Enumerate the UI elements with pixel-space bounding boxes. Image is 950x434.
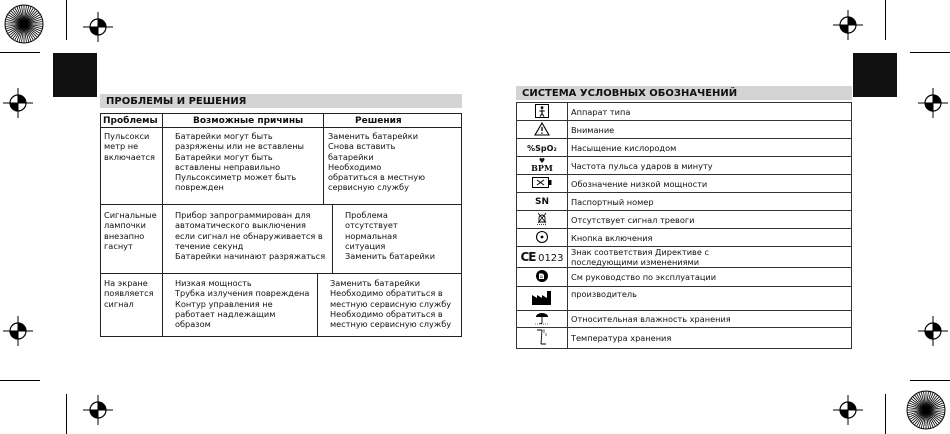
bpm-icon-label: BPM xyxy=(531,163,553,173)
applied-part-icon xyxy=(517,103,568,121)
symbol-description: Паспортный номер xyxy=(568,193,852,211)
symbol-description: См руководство по эксплуатации xyxy=(568,268,852,287)
symbol-row xyxy=(517,157,852,175)
warning-triangle-icon xyxy=(517,121,568,139)
crop-line xyxy=(66,0,67,40)
solution-cell: Проблема отсутствует нормальная ситуация Заменить батарейки xyxy=(345,210,436,262)
registration-mark-icon xyxy=(918,316,948,346)
symbol-description: Насыщение кислородом xyxy=(568,139,852,157)
crop-line xyxy=(66,394,67,434)
symbol-row xyxy=(517,139,852,157)
alarm-off-icon xyxy=(517,211,568,229)
registration-mark-icon xyxy=(3,316,33,346)
crop-line xyxy=(0,52,40,53)
symbol-description: Аппарат типа xyxy=(568,103,852,121)
registration-mark-icon xyxy=(3,88,33,118)
symbol-description: Отсутствует сигнал тревоги xyxy=(568,211,852,229)
cause-cell: Батарейки могут быть разряжены или не вставлены Батарейки могут быть вставлены неправильно Пульсоксиметр может быть поврежден xyxy=(175,131,305,193)
symbol-description: Кнопка включения xyxy=(568,229,852,247)
symbol-row xyxy=(517,311,852,328)
sunburst-target-icon xyxy=(906,390,946,430)
registration-mark-icon xyxy=(833,10,863,40)
sn-icon xyxy=(517,193,568,211)
temperature-icon xyxy=(517,328,568,349)
bpm-icon xyxy=(517,157,568,175)
page-tab xyxy=(853,53,897,97)
symbol-row xyxy=(517,103,852,121)
symbol-row xyxy=(517,211,852,229)
symbol-row xyxy=(517,268,852,287)
heart-icon: ♥ xyxy=(538,157,546,165)
column-header-causes: Возможные причины xyxy=(193,116,304,126)
symbol-row xyxy=(517,175,852,193)
cause-cell: Низкая мощность Трубка излучения повреждена Контур управления не работает надлежащим образом xyxy=(175,278,310,330)
symbol-row xyxy=(517,247,852,268)
solution-cell: Заменить батарейки Необходимо обратиться в местную сервисную службу Необходимо обратиться в местную сервисную службу xyxy=(330,278,452,330)
column-header-problems: Проблемы xyxy=(103,116,158,126)
solution-cell: Заменить батарейки Снова вставить батарейки Необходимо обратиться в местную сервисную службу xyxy=(328,131,425,193)
column-header-solutions: Решения xyxy=(355,116,402,126)
power-button-icon xyxy=(517,229,568,247)
page-tab xyxy=(53,53,97,97)
sn-icon-label: SN xyxy=(534,197,549,207)
symbol-description: Знак соответствия Директиве с последующими изменениями xyxy=(568,247,852,268)
crop-line xyxy=(910,380,950,381)
symbol-row xyxy=(517,121,852,139)
notified-body-number: 0123 xyxy=(538,253,564,264)
symbol-row xyxy=(517,328,852,349)
problem-cell: Сигнальные лампочки внезапно гаснут xyxy=(104,210,157,251)
cause-cell: Прибор запрограммирован для автоматического выключения если сигнал не обнаруживается в течение секунд Батарейки начинают разряжаться xyxy=(175,210,326,262)
spo2-icon-label: %SpO₂ xyxy=(527,143,557,153)
crop-line xyxy=(0,380,40,381)
symbols-section-title: СИСТЕМА УСЛОВНЫХ ОБОЗНАЧЕНИЙ xyxy=(516,86,852,100)
crop-line xyxy=(910,52,950,53)
symbol-description: Частота пульса ударов в минуту xyxy=(568,157,852,175)
low-battery-icon xyxy=(517,175,568,193)
symbol-description: Обозначение низкой мощности xyxy=(568,175,852,193)
registration-mark-icon xyxy=(83,12,113,42)
manual-icon xyxy=(517,268,568,287)
symbol-row xyxy=(517,287,852,311)
ce-logo: CE xyxy=(520,250,536,264)
manufacturer-icon xyxy=(517,287,568,311)
symbol-description: производитель xyxy=(568,287,852,311)
problems-section-title: ПРОБЛЕМЫ И РЕШЕНИЯ xyxy=(100,94,462,108)
symbol-description: Температура хранения xyxy=(568,328,852,349)
symbols-table xyxy=(516,102,852,349)
symbol-description: Внимание xyxy=(568,121,852,139)
registration-mark-icon xyxy=(833,395,863,425)
problem-cell: Пульсокси метр не включается xyxy=(104,131,155,162)
ce-mark-icon xyxy=(517,247,568,268)
spo2-icon xyxy=(517,139,568,157)
sunburst-target-icon xyxy=(4,4,44,44)
crop-line xyxy=(885,394,886,434)
registration-mark-icon xyxy=(83,395,113,425)
problem-cell: На экране появляется сигнал xyxy=(104,278,154,309)
humidity-icon xyxy=(517,311,568,328)
registration-mark-icon xyxy=(918,88,948,118)
symbol-row xyxy=(517,193,852,211)
symbol-description: Относительная влажность хранения xyxy=(568,311,852,328)
crop-line xyxy=(885,0,886,40)
symbol-row xyxy=(517,229,852,247)
